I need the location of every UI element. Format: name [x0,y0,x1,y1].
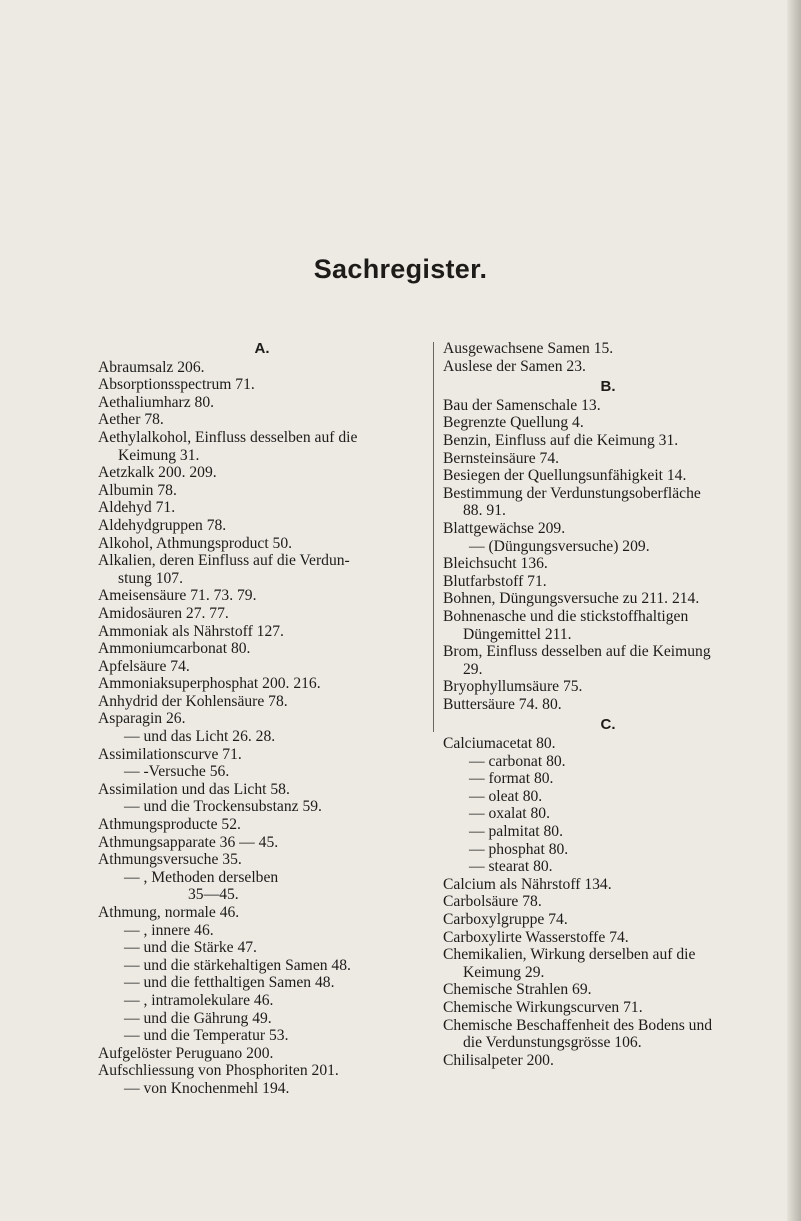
index-entry: Ammoniak als Nährstoff 127. [98,622,284,640]
index-entry: Bleichsucht 136. [443,555,548,573]
index-entry: Aethylalkohol, Einfluss desselben auf die [98,428,358,446]
index-subentry: — oleat 80. [469,787,543,805]
index-entry: Buttersäure 74. 80. [443,695,562,713]
index-entry: Blutfarbstoff 71. [443,572,547,590]
index-entry: Chemische Wirkungscurven 71. [443,998,643,1016]
section-letter: B. [600,378,616,396]
column-divider [433,342,434,732]
index-entry: Aldehydgruppen 78. [98,516,227,534]
index-subentry: — von Knochenmehl 194. [124,1079,290,1097]
index-entry: Abraumsalz 206. [98,358,205,376]
index-entry: Alkalien, deren Einfluss auf die Verdun- [98,552,350,570]
index-entry: Chemische Beschaffenheit des Bodens und [443,1016,713,1034]
index-subentry: — oxalat 80. [469,805,550,823]
index-entry: Alkohol, Athmungsproduct 50. [98,534,293,552]
index-entry: Auslese der Samen 23. [443,357,586,375]
index-entry: Ammoniumcarbonat 80. [98,640,251,658]
index-entry: Carboxylgruppe 74. [443,911,568,928]
index-entry: Athmungsproducte 52. [98,816,241,834]
index-subentry: — (Düngungsversuche) 209. [469,537,650,555]
index-entry: Calcium als Nährstoff 134. [443,875,612,893]
index-subentry: — format 80. [469,770,554,788]
index-entry: Bohnen, Düngungsversuche zu 211. 214. [443,590,700,608]
index-entry: Amidosäuren 27. 77. [98,604,229,622]
index-subentry: — , Methoden derselben [124,868,279,886]
index-entry: Anhydrid der Kohlensäure 78. [98,692,288,710]
index-entry-continuation: 29. [463,660,483,678]
index-subentry: — carbonat 80. [469,752,566,770]
index-entry-continuation: stung 107. [118,569,183,587]
index-entry: Chemische Strahlen 69. [443,981,592,999]
index-entry: Besiegen der Quellungsunfähigkeit 14. [443,467,687,485]
index-entry: Absorptionsspectrum 71. [98,376,255,394]
index-entry: Bernsteinsäure 74. [443,449,560,467]
index-entry-continuation: Düngemittel 211. [463,625,572,643]
index-column-left [98,340,426,1098]
index-subentry: — und das Licht 26. 28. [124,728,276,746]
index-entry: Aufgelöster Peruguano 200. [98,1044,274,1062]
index-entry: Bohnenasche und die stickstoffhaltigen [443,607,689,625]
index-entry: Aetzkalk 200. 209. [98,464,217,482]
index-entry: Bestimmung der Verdunstungsoberfläche [443,484,701,502]
index-entry: Athmungsversuche 35. [98,851,242,869]
index-entry-continuation: Keimung 29. [463,963,545,981]
index-entry: Assimilationscurve 71. [98,745,242,763]
index-entry: Ausgewachsene Samen 15. [443,340,614,357]
index-entry: Carboxylirte Wasserstoffe 74. [443,928,629,946]
index-entry: Athmung, normale 46. [98,904,240,921]
index-entry: Brom, Einfluss desselben auf die Keimung [443,643,711,661]
index-entry: Athmungsapparate 36 — 45. [98,833,279,851]
index-entry: Bau der Samenschale 13. [443,396,601,414]
index-entry: Benzin, Einfluss auf die Keimung 31. [443,431,679,449]
index-entry-continuation: 88. 91. [463,502,506,520]
index-subentry: — , intramolekulare 46. [124,991,274,1009]
index-entry: Albumin 78. [98,481,177,499]
index-subentry: — phosphat 80. [469,840,569,858]
section-letter: A. [254,340,270,357]
index-entry: Ameisensäure 71. 73. 79. [98,587,257,605]
index-entry: Begrenzte Quellung 4. [443,414,584,432]
page-edge [787,0,801,1221]
index-entry: Aether 78. [98,411,164,429]
index-entry: Aldehyd 71. [98,499,176,517]
index-subentry: — , innere 46. [124,921,214,939]
index-subentry: — und die Trockensubstanz 59. [124,798,322,816]
index-entry-continuation: die Verdunstungsgrösse 106. [463,1034,642,1052]
index-entry: Apfelsäure 74. [98,657,190,675]
index-entry: Blattgewächse 209. [443,519,566,537]
index-entry-continuation: Keimung 31. [118,446,200,464]
index-subentry: — palmitat 80. [469,823,563,841]
index-subentry: — stearat 80. [469,858,553,876]
index-entry: Chilisalpeter 200. [443,1051,554,1069]
index-subentry: — -Versuche 56. [124,763,230,781]
index-entry: Chemikalien, Wirkung derselben auf die [443,946,696,964]
index-subentry: — und die Gährung 49. [124,1009,272,1027]
section-letter: C. [600,716,616,734]
index-entry: Calciumacetat 80. [443,735,556,753]
page-title: Sachregister. [313,254,488,284]
index-entry: Aufschliessung von Phosphoriten 201. [98,1062,339,1080]
index-entry-continuation: 35—45. [188,886,239,904]
index-subentry: — und die Temperatur 53. [124,1027,289,1045]
index-entry: Aethaliumharz 80. [98,393,215,411]
index-column-right [443,340,773,1069]
index-entry: Carbolsäure 78. [443,893,542,911]
index-subentry: — und die stärkehaltigen Samen 48. [124,956,351,974]
index-entry: Bryophyllumsäure 75. [443,678,583,696]
index-subentry: — und die fetthaltigen Samen 48. [124,974,335,992]
index-subentry: — und die Stärke 47. [124,939,257,957]
index-entry: Assimilation und das Licht 58. [98,780,290,798]
index-entry: Ammoniaksuperphosphat 200. 216. [98,675,321,693]
index-entry: Asparagin 26. [98,710,186,728]
